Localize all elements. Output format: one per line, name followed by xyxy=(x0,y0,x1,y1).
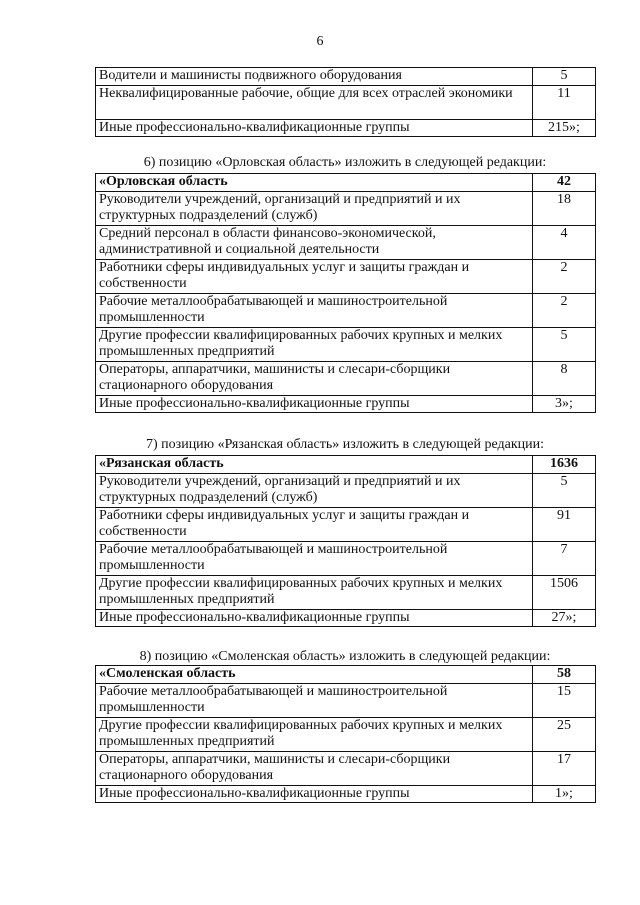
row-name: Операторы, аппаратчики, машинисты и слесари-сборщики стационарного оборудования xyxy=(96,751,533,785)
table-row xyxy=(96,751,596,785)
table-row xyxy=(96,785,596,803)
table-row xyxy=(96,191,596,225)
table-row xyxy=(96,717,596,751)
table-row xyxy=(96,361,596,395)
table-smolensk-region xyxy=(95,665,596,803)
row-name: Руководители учреждений, организаций и предприятий и их структурных подразделений (служб) xyxy=(96,473,533,507)
row-name: Руководители учреждений, организаций и предприятий и их структурных подразделений (служб) xyxy=(96,191,533,225)
section-8-caption: 8) позицию «Смоленская область» изложить в следующей редакции: xyxy=(139,649,551,664)
table-row xyxy=(96,225,596,259)
table-row xyxy=(96,119,596,137)
region-total: 1636 xyxy=(533,456,596,474)
table-row xyxy=(96,507,596,541)
row-name: Рабочие металлообрабатывающей и машиностроительной промышленности xyxy=(96,683,533,717)
row-name: Иные профессионально-квалификационные группы xyxy=(96,119,533,137)
row-name: Операторы, аппаратчики, машинисты и слесари-сборщики стационарного оборудования xyxy=(96,361,533,395)
row-value: 91 xyxy=(533,507,596,541)
row-value: 5 xyxy=(533,473,596,507)
table-row xyxy=(96,683,596,717)
table-row xyxy=(96,473,596,507)
region-name: «Смоленская область xyxy=(96,666,533,684)
table-row xyxy=(96,293,596,327)
row-name: Рабочие металлообрабатывающей и машиностроительной промышленности xyxy=(96,541,533,575)
table-previous-region xyxy=(95,67,596,137)
table-header-row xyxy=(96,666,596,684)
row-name: Иные профессионально-квалификационные группы xyxy=(96,785,533,803)
row-value: 27»; xyxy=(533,609,596,627)
row-value: 11 xyxy=(533,85,596,119)
row-name: Другие профессии квалифицированных рабочих крупных и мелких промышленных предприятий xyxy=(96,717,533,751)
table-ryazan-region xyxy=(95,455,596,627)
table-row xyxy=(96,259,596,293)
region-name: «Орловская область xyxy=(96,174,533,192)
row-value: 1»; xyxy=(533,785,596,803)
table-header-row xyxy=(96,456,596,474)
row-value: 5 xyxy=(533,327,596,361)
table-row xyxy=(96,395,596,413)
table-header-row xyxy=(96,174,596,192)
row-value: 5 xyxy=(533,68,596,86)
row-name: Другие профессии квалифицированных рабочих крупных и мелких промышленных предприятий xyxy=(96,575,533,609)
row-name: Иные профессионально-квалификационные группы xyxy=(96,609,533,627)
row-name: Работники сферы индивидуальных услуг и защиты граждан и собственности xyxy=(96,507,533,541)
row-value: 3»; xyxy=(533,395,596,413)
row-value: 215»; xyxy=(533,119,596,137)
table-orel-region xyxy=(95,173,596,413)
row-value: 4 xyxy=(533,225,596,259)
row-name: Иные профессионально-квалификационные группы xyxy=(96,395,533,413)
table-row xyxy=(96,85,596,119)
page-number: 6 xyxy=(316,34,324,49)
region-total: 58 xyxy=(533,666,596,684)
table-row xyxy=(96,68,596,86)
row-value: 7 xyxy=(533,541,596,575)
row-name: Работники сферы индивидуальных услуг и защиты граждан и собственности xyxy=(96,259,533,293)
row-value: 25 xyxy=(533,717,596,751)
row-value: 15 xyxy=(533,683,596,717)
row-value: 2 xyxy=(533,293,596,327)
row-value: 1506 xyxy=(533,575,596,609)
row-name: Неквалифицированные рабочие, общие для всех отраслей экономики xyxy=(96,85,533,119)
row-name: Рабочие металлообрабатывающей и машиностроительной промышленности xyxy=(96,293,533,327)
table-row xyxy=(96,541,596,575)
table-row xyxy=(96,327,596,361)
section-7-caption: 7) позицию «Рязанская область» изложить в следующей редакции: xyxy=(146,437,544,452)
row-name: Средний персонал в области финансово-экономической, административной и социальной деятельности xyxy=(96,225,533,259)
row-value: 8 xyxy=(533,361,596,395)
row-name: Водители и машинисты подвижного оборудования xyxy=(96,68,533,86)
row-name: Другие профессии квалифицированных рабочих крупных и мелких промышленных предприятий xyxy=(96,327,533,361)
row-value: 18 xyxy=(533,191,596,225)
region-name: «Рязанская область xyxy=(96,456,533,474)
table-row xyxy=(96,609,596,627)
table-row xyxy=(96,575,596,609)
row-value: 17 xyxy=(533,751,596,785)
section-6-caption: 6) позицию «Орловская область» изложить в следующей редакции: xyxy=(143,155,547,170)
row-value: 2 xyxy=(533,259,596,293)
region-total: 42 xyxy=(533,174,596,192)
